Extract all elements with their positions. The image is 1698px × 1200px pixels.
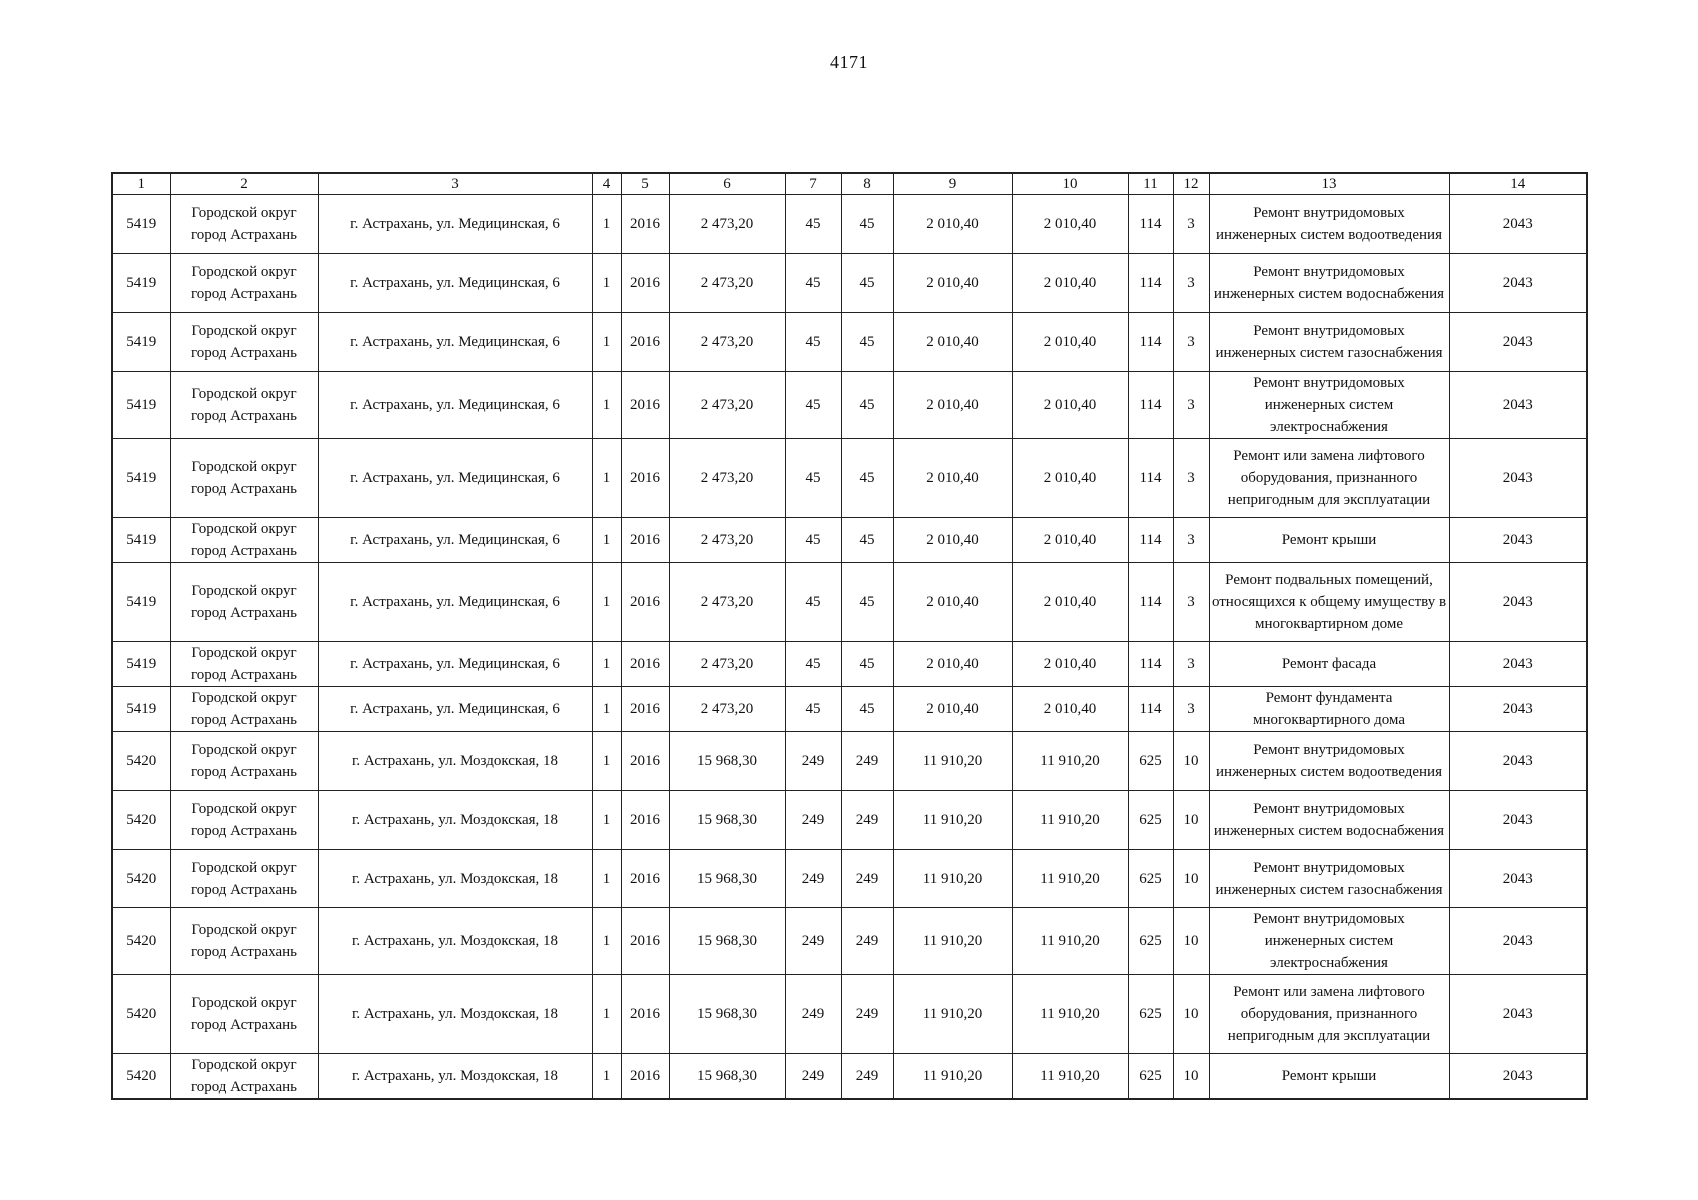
- table-row: [112, 732, 1587, 791]
- cell-col7: 45: [785, 518, 841, 563]
- column-header-2: 2: [170, 173, 318, 195]
- cell-year: 2016: [621, 518, 669, 563]
- table-row: [112, 563, 1587, 642]
- cell-col12: 3: [1173, 642, 1209, 687]
- cell-address: г. Астрахань, ул. Медицинская, 6: [318, 254, 592, 313]
- cell-municipality: Городской округ город Астрахань: [170, 518, 318, 563]
- cell-col6: 2 473,20: [669, 254, 785, 313]
- cell-work-type: Ремонт крыши: [1209, 518, 1449, 563]
- cell-col9: 2 010,40: [893, 563, 1012, 642]
- cell-work-type: Ремонт внутридомовых инженерных систем электроснабжения: [1209, 372, 1449, 439]
- cell-id: 5420: [112, 908, 170, 975]
- cell-col11: 114: [1128, 254, 1173, 313]
- cell-col6: 15 968,30: [669, 732, 785, 791]
- cell-col8: 45: [841, 313, 893, 372]
- cell-municipality: Городской округ город Астрахань: [170, 642, 318, 687]
- column-header-13: 13: [1209, 173, 1449, 195]
- table-row: [112, 254, 1587, 313]
- cell-col6: 15 968,30: [669, 908, 785, 975]
- table-row: [112, 642, 1587, 687]
- column-header-9: 9: [893, 173, 1012, 195]
- cell-work-type: Ремонт подвальных помещений, относящихся к общему имуществу в многоквартирном доме: [1209, 563, 1449, 642]
- cell-work-type: Ремонт внутридомовых инженерных систем водоотведения: [1209, 732, 1449, 791]
- cell-col4: 1: [592, 908, 621, 975]
- cell-col7: 45: [785, 313, 841, 372]
- cell-id: 5419: [112, 642, 170, 687]
- cell-plan-year: 2043: [1449, 313, 1587, 372]
- cell-col9: 11 910,20: [893, 1054, 1012, 1100]
- cell-municipality: Городской округ город Астрахань: [170, 908, 318, 975]
- cell-col12: 10: [1173, 908, 1209, 975]
- column-header-4: 4: [592, 173, 621, 195]
- cell-col10: 2 010,40: [1012, 439, 1128, 518]
- cell-year: 2016: [621, 1054, 669, 1100]
- cell-col4: 1: [592, 254, 621, 313]
- cell-col6: 2 473,20: [669, 372, 785, 439]
- cell-col7: 249: [785, 732, 841, 791]
- table-row: [112, 791, 1587, 850]
- cell-col4: 1: [592, 1054, 621, 1100]
- cell-year: 2016: [621, 313, 669, 372]
- cell-col9: 2 010,40: [893, 313, 1012, 372]
- cell-col12: 3: [1173, 439, 1209, 518]
- cell-col8: 249: [841, 1054, 893, 1100]
- cell-col10: 2 010,40: [1012, 313, 1128, 372]
- cell-id: 5420: [112, 791, 170, 850]
- cell-id: 5420: [112, 975, 170, 1054]
- cell-municipality: Городской округ город Астрахань: [170, 254, 318, 313]
- cell-col12: 10: [1173, 850, 1209, 908]
- cell-address: г. Астрахань, ул. Моздокская, 18: [318, 908, 592, 975]
- cell-col9: 11 910,20: [893, 732, 1012, 791]
- cell-col12: 10: [1173, 791, 1209, 850]
- cell-plan-year: 2043: [1449, 642, 1587, 687]
- cell-col4: 1: [592, 439, 621, 518]
- cell-col4: 1: [592, 372, 621, 439]
- cell-plan-year: 2043: [1449, 791, 1587, 850]
- cell-plan-year: 2043: [1449, 372, 1587, 439]
- cell-col7: 249: [785, 791, 841, 850]
- cell-year: 2016: [621, 195, 669, 254]
- cell-col10: 2 010,40: [1012, 642, 1128, 687]
- cell-col9: 2 010,40: [893, 254, 1012, 313]
- cell-id: 5419: [112, 687, 170, 732]
- cell-id: 5419: [112, 518, 170, 563]
- cell-col12: 3: [1173, 563, 1209, 642]
- cell-col4: 1: [592, 195, 621, 254]
- cell-address: г. Астрахань, ул. Моздокская, 18: [318, 791, 592, 850]
- cell-work-type: Ремонт внутридомовых инженерных систем электроснабжения: [1209, 908, 1449, 975]
- cell-plan-year: 2043: [1449, 687, 1587, 732]
- cell-col7: 45: [785, 195, 841, 254]
- cell-col11: 114: [1128, 372, 1173, 439]
- cell-col7: 249: [785, 975, 841, 1054]
- cell-col9: 2 010,40: [893, 642, 1012, 687]
- cell-work-type: Ремонт внутридомовых инженерных систем газоснабжения: [1209, 313, 1449, 372]
- cell-plan-year: 2043: [1449, 195, 1587, 254]
- table-row: [112, 975, 1587, 1054]
- table-row: [112, 439, 1587, 518]
- cell-col6: 2 473,20: [669, 439, 785, 518]
- cell-plan-year: 2043: [1449, 518, 1587, 563]
- cell-col12: 3: [1173, 372, 1209, 439]
- cell-col10: 2 010,40: [1012, 254, 1128, 313]
- cell-col12: 3: [1173, 687, 1209, 732]
- cell-col9: 2 010,40: [893, 195, 1012, 254]
- cell-col4: 1: [592, 732, 621, 791]
- cell-plan-year: 2043: [1449, 1054, 1587, 1100]
- cell-year: 2016: [621, 563, 669, 642]
- cell-col8: 249: [841, 791, 893, 850]
- cell-col11: 625: [1128, 732, 1173, 791]
- cell-plan-year: 2043: [1449, 732, 1587, 791]
- cell-col11: 114: [1128, 687, 1173, 732]
- table-row: [112, 908, 1587, 975]
- cell-municipality: Городской округ город Астрахань: [170, 850, 318, 908]
- column-header-5: 5: [621, 173, 669, 195]
- column-header-10: 10: [1012, 173, 1128, 195]
- cell-col9: 2 010,40: [893, 439, 1012, 518]
- cell-col6: 15 968,30: [669, 975, 785, 1054]
- cell-year: 2016: [621, 642, 669, 687]
- cell-work-type: Ремонт внутридомовых инженерных систем газоснабжения: [1209, 850, 1449, 908]
- column-header-3: 3: [318, 173, 592, 195]
- cell-work-type: Ремонт фундамента многоквартирного дома: [1209, 687, 1449, 732]
- cell-col8: 45: [841, 563, 893, 642]
- column-header-7: 7: [785, 173, 841, 195]
- cell-col8: 249: [841, 732, 893, 791]
- column-header-14: 14: [1449, 173, 1587, 195]
- cell-col4: 1: [592, 791, 621, 850]
- cell-year: 2016: [621, 850, 669, 908]
- cell-id: 5419: [112, 313, 170, 372]
- cell-col6: 2 473,20: [669, 518, 785, 563]
- cell-col11: 625: [1128, 975, 1173, 1054]
- cell-municipality: Городской округ город Астрахань: [170, 687, 318, 732]
- cell-col12: 3: [1173, 518, 1209, 563]
- column-number-header-row: [112, 173, 1587, 195]
- cell-col9: 11 910,20: [893, 975, 1012, 1054]
- cell-col11: 114: [1128, 313, 1173, 372]
- cell-col8: 45: [841, 195, 893, 254]
- cell-col7: 249: [785, 850, 841, 908]
- cell-col6: 2 473,20: [669, 687, 785, 732]
- cell-col10: 11 910,20: [1012, 850, 1128, 908]
- cell-col11: 625: [1128, 1054, 1173, 1100]
- cell-col10: 2 010,40: [1012, 195, 1128, 254]
- cell-plan-year: 2043: [1449, 254, 1587, 313]
- cell-col9: 2 010,40: [893, 518, 1012, 563]
- column-header-8: 8: [841, 173, 893, 195]
- cell-col7: 45: [785, 254, 841, 313]
- cell-municipality: Городской округ город Астрахань: [170, 195, 318, 254]
- cell-municipality: Городской округ город Астрахань: [170, 313, 318, 372]
- cell-col8: 249: [841, 975, 893, 1054]
- cell-address: г. Астрахань, ул. Медицинская, 6: [318, 518, 592, 563]
- cell-id: 5419: [112, 439, 170, 518]
- cell-col4: 1: [592, 563, 621, 642]
- cell-col10: 2 010,40: [1012, 372, 1128, 439]
- cell-col7: 45: [785, 687, 841, 732]
- cell-col9: 2 010,40: [893, 687, 1012, 732]
- cell-col6: 2 473,20: [669, 195, 785, 254]
- cell-col7: 45: [785, 439, 841, 518]
- cell-work-type: Ремонт крыши: [1209, 1054, 1449, 1100]
- cell-id: 5419: [112, 563, 170, 642]
- cell-plan-year: 2043: [1449, 975, 1587, 1054]
- cell-col4: 1: [592, 518, 621, 563]
- cell-address: г. Астрахань, ул. Медицинская, 6: [318, 642, 592, 687]
- cell-id: 5420: [112, 732, 170, 791]
- column-header-1: 1: [112, 173, 170, 195]
- cell-col9: 2 010,40: [893, 372, 1012, 439]
- cell-col12: 10: [1173, 975, 1209, 1054]
- cell-col4: 1: [592, 975, 621, 1054]
- cell-col8: 45: [841, 687, 893, 732]
- cell-plan-year: 2043: [1449, 439, 1587, 518]
- cell-address: г. Астрахань, ул. Медицинская, 6: [318, 195, 592, 254]
- table-body: [112, 195, 1587, 1100]
- cell-municipality: Городской округ город Астрахань: [170, 563, 318, 642]
- cell-col7: 249: [785, 908, 841, 975]
- cell-col7: 249: [785, 1054, 841, 1100]
- cell-col10: 11 910,20: [1012, 1054, 1128, 1100]
- cell-address: г. Астрахань, ул. Медицинская, 6: [318, 313, 592, 372]
- cell-col11: 625: [1128, 791, 1173, 850]
- cell-col6: 15 968,30: [669, 850, 785, 908]
- cell-id: 5420: [112, 1054, 170, 1100]
- cell-year: 2016: [621, 908, 669, 975]
- cell-municipality: Городской округ город Астрахань: [170, 791, 318, 850]
- cell-plan-year: 2043: [1449, 563, 1587, 642]
- table-row: [112, 1054, 1587, 1100]
- cell-work-type: Ремонт внутридомовых инженерных систем водоотведения: [1209, 195, 1449, 254]
- cell-address: г. Астрахань, ул. Моздокская, 18: [318, 850, 592, 908]
- cell-address: г. Астрахань, ул. Моздокская, 18: [318, 1054, 592, 1100]
- cell-col8: 45: [841, 642, 893, 687]
- cell-col4: 1: [592, 687, 621, 732]
- cell-work-type: Ремонт или замена лифтового оборудования, признанного непригодным для эксплуатации: [1209, 439, 1449, 518]
- cell-municipality: Городской округ город Астрахань: [170, 1054, 318, 1100]
- cell-municipality: Городской округ город Астрахань: [170, 439, 318, 518]
- cell-col8: 45: [841, 254, 893, 313]
- cell-municipality: Городской округ город Астрахань: [170, 732, 318, 791]
- cell-col8: 45: [841, 372, 893, 439]
- cell-id: 5420: [112, 850, 170, 908]
- cell-col11: 114: [1128, 518, 1173, 563]
- cell-col6: 15 968,30: [669, 791, 785, 850]
- cell-year: 2016: [621, 372, 669, 439]
- cell-municipality: Городской округ город Астрахань: [170, 975, 318, 1054]
- cell-year: 2016: [621, 254, 669, 313]
- cell-year: 2016: [621, 791, 669, 850]
- cell-col7: 45: [785, 372, 841, 439]
- cell-col11: 114: [1128, 642, 1173, 687]
- cell-col12: 3: [1173, 313, 1209, 372]
- cell-address: г. Астрахань, ул. Моздокская, 18: [318, 975, 592, 1054]
- cell-col10: 11 910,20: [1012, 732, 1128, 791]
- cell-col7: 45: [785, 642, 841, 687]
- table-row: [112, 313, 1587, 372]
- cell-plan-year: 2043: [1449, 908, 1587, 975]
- cell-year: 2016: [621, 439, 669, 518]
- cell-plan-year: 2043: [1449, 850, 1587, 908]
- cell-work-type: Ремонт фасада: [1209, 642, 1449, 687]
- page-number: 4171: [830, 52, 868, 72]
- cell-col9: 11 910,20: [893, 850, 1012, 908]
- cell-col11: 625: [1128, 850, 1173, 908]
- cell-col4: 1: [592, 850, 621, 908]
- cell-col8: 45: [841, 439, 893, 518]
- cell-year: 2016: [621, 975, 669, 1054]
- cell-col12: 10: [1173, 732, 1209, 791]
- cell-col10: 11 910,20: [1012, 791, 1128, 850]
- cell-id: 5419: [112, 254, 170, 313]
- cell-address: г. Астрахань, ул. Моздокская, 18: [318, 732, 592, 791]
- cell-address: г. Астрахань, ул. Медицинская, 6: [318, 372, 592, 439]
- table-row: [112, 687, 1587, 732]
- cell-col6: 2 473,20: [669, 642, 785, 687]
- cell-col6: 2 473,20: [669, 563, 785, 642]
- cell-col8: 249: [841, 850, 893, 908]
- cell-col10: 2 010,40: [1012, 518, 1128, 563]
- cell-col12: 3: [1173, 254, 1209, 313]
- cell-col8: 249: [841, 908, 893, 975]
- cell-col11: 625: [1128, 908, 1173, 975]
- cell-year: 2016: [621, 732, 669, 791]
- cell-col10: 2 010,40: [1012, 687, 1128, 732]
- table-row: [112, 850, 1587, 908]
- cell-year: 2016: [621, 687, 669, 732]
- cell-address: г. Астрахань, ул. Медицинская, 6: [318, 439, 592, 518]
- cell-col7: 45: [785, 563, 841, 642]
- cell-address: г. Астрахань, ул. Медицинская, 6: [318, 687, 592, 732]
- cell-id: 5419: [112, 195, 170, 254]
- cell-address: г. Астрахань, ул. Медицинская, 6: [318, 563, 592, 642]
- cell-work-type: Ремонт внутридомовых инженерных систем водоснабжения: [1209, 254, 1449, 313]
- cell-col9: 11 910,20: [893, 791, 1012, 850]
- cell-col12: 3: [1173, 195, 1209, 254]
- cell-col8: 45: [841, 518, 893, 563]
- column-header-12: 12: [1173, 173, 1209, 195]
- cell-col10: 11 910,20: [1012, 908, 1128, 975]
- cell-id: 5419: [112, 372, 170, 439]
- table-row: [112, 372, 1587, 439]
- cell-col4: 1: [592, 642, 621, 687]
- cell-col11: 114: [1128, 195, 1173, 254]
- cell-col11: 114: [1128, 563, 1173, 642]
- column-header-11: 11: [1128, 173, 1173, 195]
- column-header-6: 6: [669, 173, 785, 195]
- cell-col12: 10: [1173, 1054, 1209, 1100]
- table-row: [112, 518, 1587, 563]
- cell-col11: 114: [1128, 439, 1173, 518]
- table-row: [112, 195, 1587, 254]
- cell-work-type: Ремонт или замена лифтового оборудования, признанного непригодным для эксплуатации: [1209, 975, 1449, 1054]
- cell-col6: 15 968,30: [669, 1054, 785, 1100]
- cell-col9: 11 910,20: [893, 908, 1012, 975]
- cell-col6: 2 473,20: [669, 313, 785, 372]
- cell-work-type: Ремонт внутридомовых инженерных систем водоснабжения: [1209, 791, 1449, 850]
- cell-col10: 2 010,40: [1012, 563, 1128, 642]
- cell-municipality: Городской округ город Астрахань: [170, 372, 318, 439]
- repair-registry-table: [111, 172, 1588, 1100]
- cell-col10: 11 910,20: [1012, 975, 1128, 1054]
- cell-col4: 1: [592, 313, 621, 372]
